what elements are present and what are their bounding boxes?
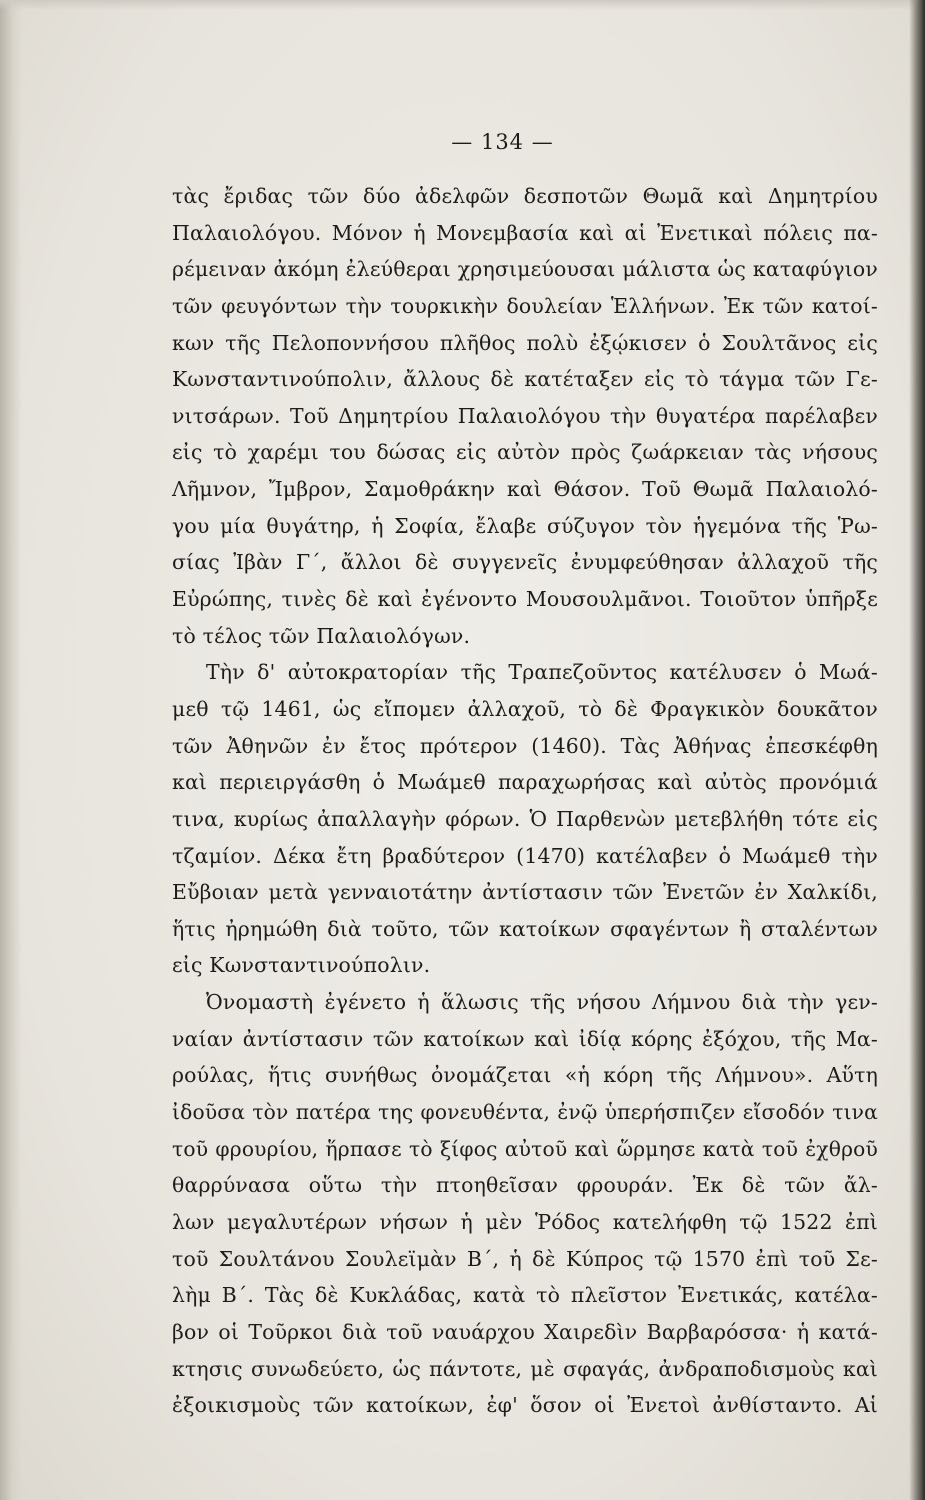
page-edge-shadow [909,0,925,1500]
text-line: ἥτις ἠρημώθη διὰ τοῦτο, τῶν κατοίκων σφαγέντων ἢ σταλέντων [172,916,878,941]
text-line: τοῦ φρουρίου, ἥρπασε τὸ ξίφος αὐτοῦ καὶ ὥρμησε κατὰ τοῦ ἐχθροῦ [172,1136,878,1161]
text-line: εἰς τὸ χαρέμι του δώσας εἰς αὐτὸν πρὸς ζωάρκειαν τὰς νήσους [172,440,878,465]
text-line: Ὀνομαστὴ ἐγένετο ἡ ἅλωσις τῆς νήσου Λήμνου διὰ τὴν γεν- [206,990,878,1015]
text-line: ἰδοῦσα τὸν πατέρα της φονευθέντα, ἐνῷ ὑπερήσπιζεν εἴσοδόν τινα [172,1100,878,1125]
binding-shadow [0,0,22,1500]
text-line: σίας Ἰβὰν Γ΄, ἄλλοι δὲ συγγενεῖς ἐνυμφεύθησαν ἀλλαχοῦ τῆς [172,550,878,575]
body-text [172,178,878,1424]
text-line: τζαμίον. Δέκα ἔτη βραδύτερον (1470) κατέλαβεν ὁ Μωάμεθ τὴν [172,843,878,868]
text-line: τοῦ Σουλτάνου Σουλεϊμὰν Β΄, ἡ δὲ Κύπρος τῷ 1570 ἐπὶ τοῦ Σε- [172,1246,878,1271]
text-line: κτησις συνωδεύετο, ὡς πάντοτε, μὲ σφαγάς, ἀνδραποδισμοὺς καὶ [172,1356,878,1381]
text-line: Εὔβοιαν μετὰ γενναιοτάτην ἀντίστασιν τῶν Ἐνετῶν ἐν Χαλκίδι, [172,880,878,905]
text-line: τῶν Ἀθηνῶν ἐν ἔτος πρότερον (1460). Τὰς Ἀθήνας ἐπεσκέφθη [172,733,878,758]
text-line: μεθ τῷ 1461, ὡς εἴπομεν ἀλλαχοῦ, τὸ δὲ Φραγκικὸν δουκᾶτον [172,696,878,721]
text-line: γου μία θυγάτηρ, ἡ Σοφία, ἔλαβε σύζυγον τὸν ἡγεμόνα τῆς Ῥω- [172,513,878,538]
text-line: ρέμειναν ἀκόμη ἐλεύθεραι χρησιμεύουσαι μάλιστα ὡς καταφύγιον [172,257,878,282]
text-line: Κωνσταντινούπολιν, ἄλλους δὲ κατέταξεν εἰς τὸ τάγμα τῶν Γε- [172,367,878,392]
text-line: καὶ περιειργάσθη ὁ Μωάμεθ παραχωρήσας καὶ αὐτὸς προνόμιά [172,770,878,795]
top-edge-shadow [0,0,925,10]
text-line: Τὴν δ' αὐτοκρατορίαν τῆς Τραπεζοῦντος κατέλυσεν ὁ Μωά- [206,660,878,685]
text-line: εἰς Κωνσταντινούπολιν. [172,953,431,978]
page-number: — 134 — [451,130,554,154]
text-line: κων τῆς Πελοποννήσου πλῆθος πολὺ ἐξῴκισεν ὁ Σουλτᾶνος εἰς [172,330,878,355]
text-line: Παλαιολόγου. Μόνον ἡ Μονεμβασία καὶ αἱ Ἐνετικαὶ πόλεις πα- [172,220,878,245]
text-line: λὴμ Β΄. Τὰς δὲ Κυκλάδας, κατὰ τὸ πλεῖστον Ἐνετικάς, κατέλα- [172,1283,878,1308]
text-line: ναίαν ἀντίστασιν τῶν κατοίκων καὶ ἰδίᾳ κόρης ἐξόχου, τῆς Μα- [172,1026,878,1051]
text-line: Εὐρώπης, τινὲς δὲ καὶ ἐγένοντο Μουσουλμᾶνοι. Τοιοῦτον ὑπῆρξε [172,587,878,612]
text-line: ἐξοικισμοὺς τῶν κατοίκων, ἐφ' ὅσον οἱ Ἐνετοὶ ἀνθίσταντο. Αἱ [172,1393,878,1418]
text-line: λων μεγαλυτέρων νήσων ἡ μὲν Ῥόδος κατελήφθη τῷ 1522 ἐπὶ [172,1209,878,1234]
text-line: ρούλας, ἥτις συνήθως ὀνομάζεται «ἡ κόρη τῆς Λήμνου». Αὕτη [172,1063,878,1088]
text-line: τὸ τέλος τῶν Παλαιολόγων. [172,623,471,648]
text-line: θαρρύνασα οὕτω τὴν πτοηθεῖσαν φρουράν. Ἐκ δὲ τῶν ἄλ- [172,1173,878,1198]
text-line: βον οἱ Τοῦρκοι διὰ τοῦ ναυάρχου Χαιρεδὶν Βαρβαρόσσα· ἡ κατά- [172,1319,878,1344]
text-line: τινα, κυρίως ἀπαλλαγὴν φόρων. Ὁ Παρθενὼν μετεβλήθη τότε εἰς [172,806,878,831]
text-line: Λῆμνον, Ἴμβρον, Σαμοθράκην καὶ Θάσον. Τοῦ Θωμᾶ Παλαιολό- [172,477,878,502]
text-line: τὰς ἔριδας τῶν δύο ἀδελφῶν δεσποτῶν Θωμᾶ καὶ Δημητρίου [172,184,878,208]
text-line: τῶν φευγόντων τὴν τουρκικὴν δουλείαν Ἑλλήνων. Ἐκ τῶν κατοί- [172,293,878,318]
text-line: νιτσάρων. Τοῦ Δημητρίου Παλαιολόγου τὴν θυγατέρα παρέλαβεν [172,403,878,428]
